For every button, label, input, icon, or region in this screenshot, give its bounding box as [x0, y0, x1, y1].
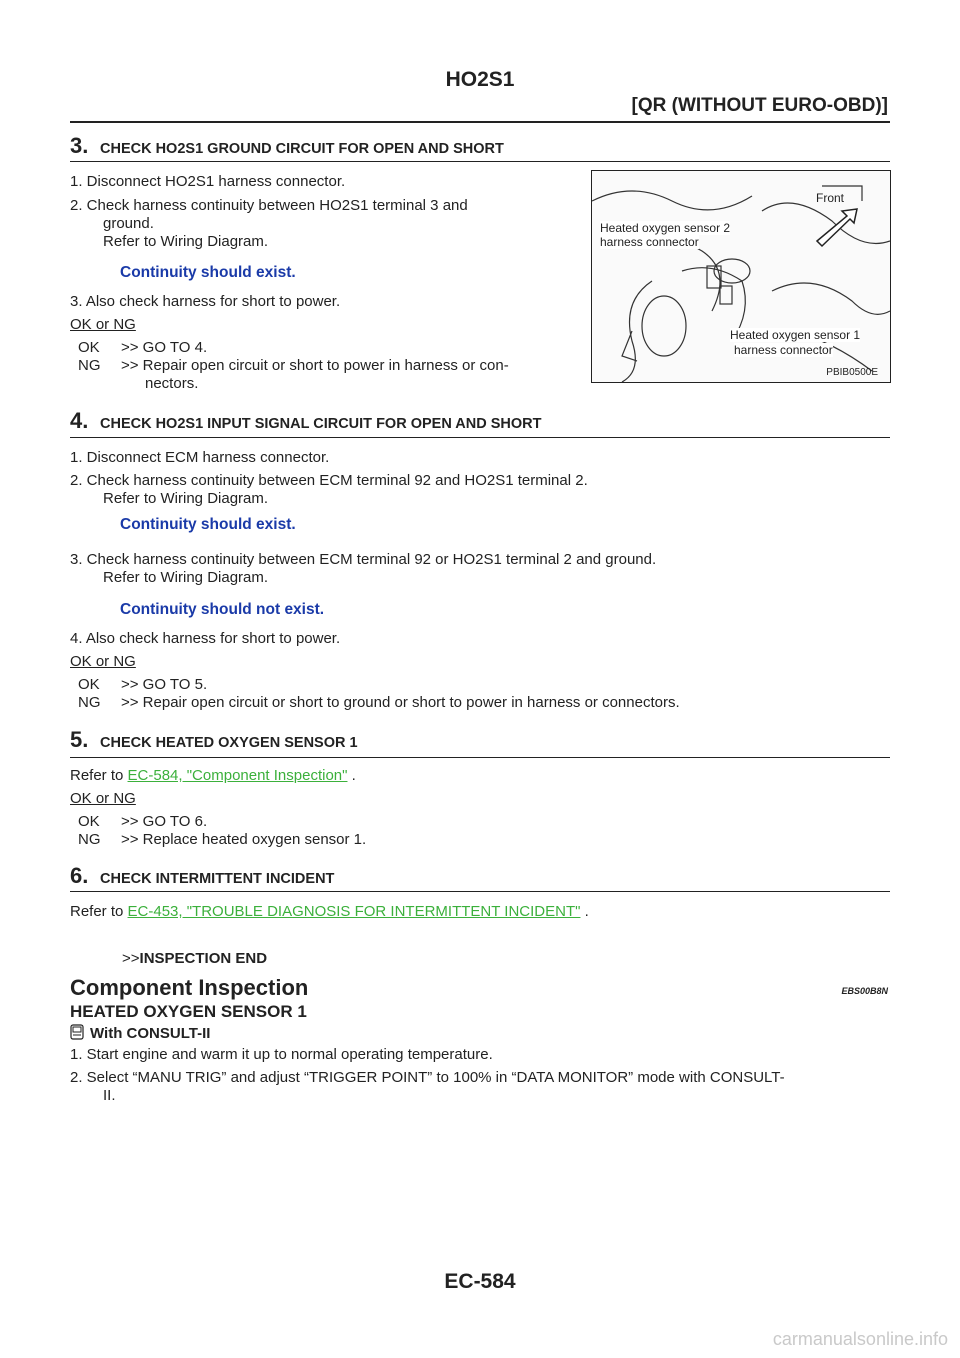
component-inspection-title: Component Inspection	[70, 975, 309, 1000]
step-divider	[70, 891, 890, 892]
step-3-heading	[70, 133, 890, 159]
step-title: CHECK HO2S1 GROUND CIRCUIT FOR OPEN AND SHORT	[100, 141, 504, 157]
step-3-line-2c: Refer to Wiring Diagram.	[103, 233, 269, 250]
step-4-line-2b: Refer to Wiring Diagram.	[103, 490, 269, 507]
component-line-2b: II.	[103, 1087, 116, 1104]
step-6-refer: Refer to EC-453, "TROUBLE DIAGNOSIS FOR INTERMITTENT INCIDENT" .	[70, 903, 589, 920]
component-line-2: 2. Select “MANU TRIG” and adjust “TRIGGER POINT” to 100% in “DATA MONITOR” mode with CONSULT-	[70, 1069, 785, 1086]
intermittent-incident-link[interactable]: EC-453, "TROUBLE DIAGNOSIS FOR INTERMITTENT INCIDENT"	[127, 903, 581, 920]
step-4-line-2: 2. Check harness continuity between ECM terminal 92 and HO2S1 terminal 2.	[70, 472, 588, 489]
step-4-spec-2: Continuity should not exist.	[120, 601, 325, 618]
sensor-2-label: Heated oxygen sensor 2	[600, 221, 731, 235]
ng-option-cont: nectors.	[145, 375, 199, 392]
ok-or-ng: OK or NG	[70, 790, 136, 807]
step-number: 5.	[70, 727, 89, 752]
step-6-heading	[70, 863, 890, 889]
step-4-heading	[70, 408, 890, 434]
step-4-spec-1: Continuity should exist.	[120, 516, 296, 533]
step-3-line-3: 3. Also check harness for short to power.	[70, 293, 341, 310]
consult-tool-icon	[70, 1024, 84, 1040]
inspection-end: >>INSPECTION END	[122, 950, 268, 967]
ok-option: OK >> GO TO 5.	[78, 676, 208, 693]
step-5-heading	[70, 727, 890, 753]
sensor-1-label-b: harness connector	[734, 343, 833, 357]
ok-or-ng: OK or NG	[70, 316, 136, 333]
step-divider	[70, 437, 890, 438]
page-number: EC-584	[444, 1270, 516, 1293]
step-3-line-2b: ground.	[103, 215, 154, 232]
ok-option: OK >> GO TO 6.	[78, 813, 208, 830]
sensor-1-label: Heated oxygen sensor 1	[730, 328, 861, 342]
consult-heading: With CONSULT-II	[70, 1024, 210, 1043]
sensor-subtitle: HEATED OXYGEN SENSOR 1	[70, 1002, 307, 1021]
step-title: CHECK INTERMITTENT INCIDENT	[100, 871, 335, 887]
step-divider	[70, 161, 890, 162]
step-3-line-1: 1. Disconnect HO2S1 harness connector.	[70, 173, 346, 190]
step-title: CHECK HEATED OXYGEN SENSOR 1	[100, 735, 358, 751]
step-divider	[70, 757, 890, 758]
header-divider	[70, 121, 890, 123]
step-number: 4.	[70, 408, 89, 433]
step-4-line-1: 1. Disconnect ECM harness connector.	[70, 449, 330, 466]
figure-code: PBIB0500E	[826, 367, 878, 378]
step-3-spec: Continuity should exist.	[120, 264, 296, 281]
step-3-line-2: 2. Check harness continuity between HO2S1 terminal 3 and	[70, 197, 468, 214]
ng-option: NG >> Repair open circuit or short to ground or short to power in harness or connectors.	[78, 694, 680, 711]
section-code: EBS00B8N	[841, 986, 888, 996]
page-section-title: HO2S1	[445, 68, 515, 91]
front-label: Front	[816, 191, 845, 205]
component-inspection-link[interactable]: EC-584, "Component Inspection"	[127, 767, 348, 784]
step-title: CHECK HO2S1 INPUT SIGNAL CIRCUIT FOR OPEN AND SHORT	[100, 416, 542, 432]
step-4-line-3: 3. Check harness continuity between ECM terminal 92 or HO2S1 terminal 2 and ground.	[70, 551, 657, 568]
step-4-line-4: 4. Also check harness for short to power.	[70, 630, 341, 647]
component-line-1: 1. Start engine and warm it up to normal operating temperature.	[70, 1046, 493, 1063]
sensor-2-label-b: harness connector	[600, 235, 699, 249]
ok-or-ng: OK or NG	[70, 653, 136, 670]
ng-option: NG >> Repair open circuit or short to power in harness or con-	[78, 357, 509, 374]
step-number: 6.	[70, 863, 89, 888]
connector-location-figure	[591, 170, 891, 383]
ng-option: NG >> Replace heated oxygen sensor 1.	[78, 831, 367, 848]
ok-option: OK >> GO TO 4.	[78, 339, 208, 356]
step-5-refer: Refer to EC-584, "Component Inspection" .	[70, 767, 356, 784]
page-section-subtitle: [QR (WITHOUT EURO-OBD)]	[631, 95, 888, 116]
watermark: carmanualsonline.info	[772, 1329, 948, 1349]
step-number: 3.	[70, 133, 89, 158]
step-4-line-3b: Refer to Wiring Diagram.	[103, 569, 269, 586]
